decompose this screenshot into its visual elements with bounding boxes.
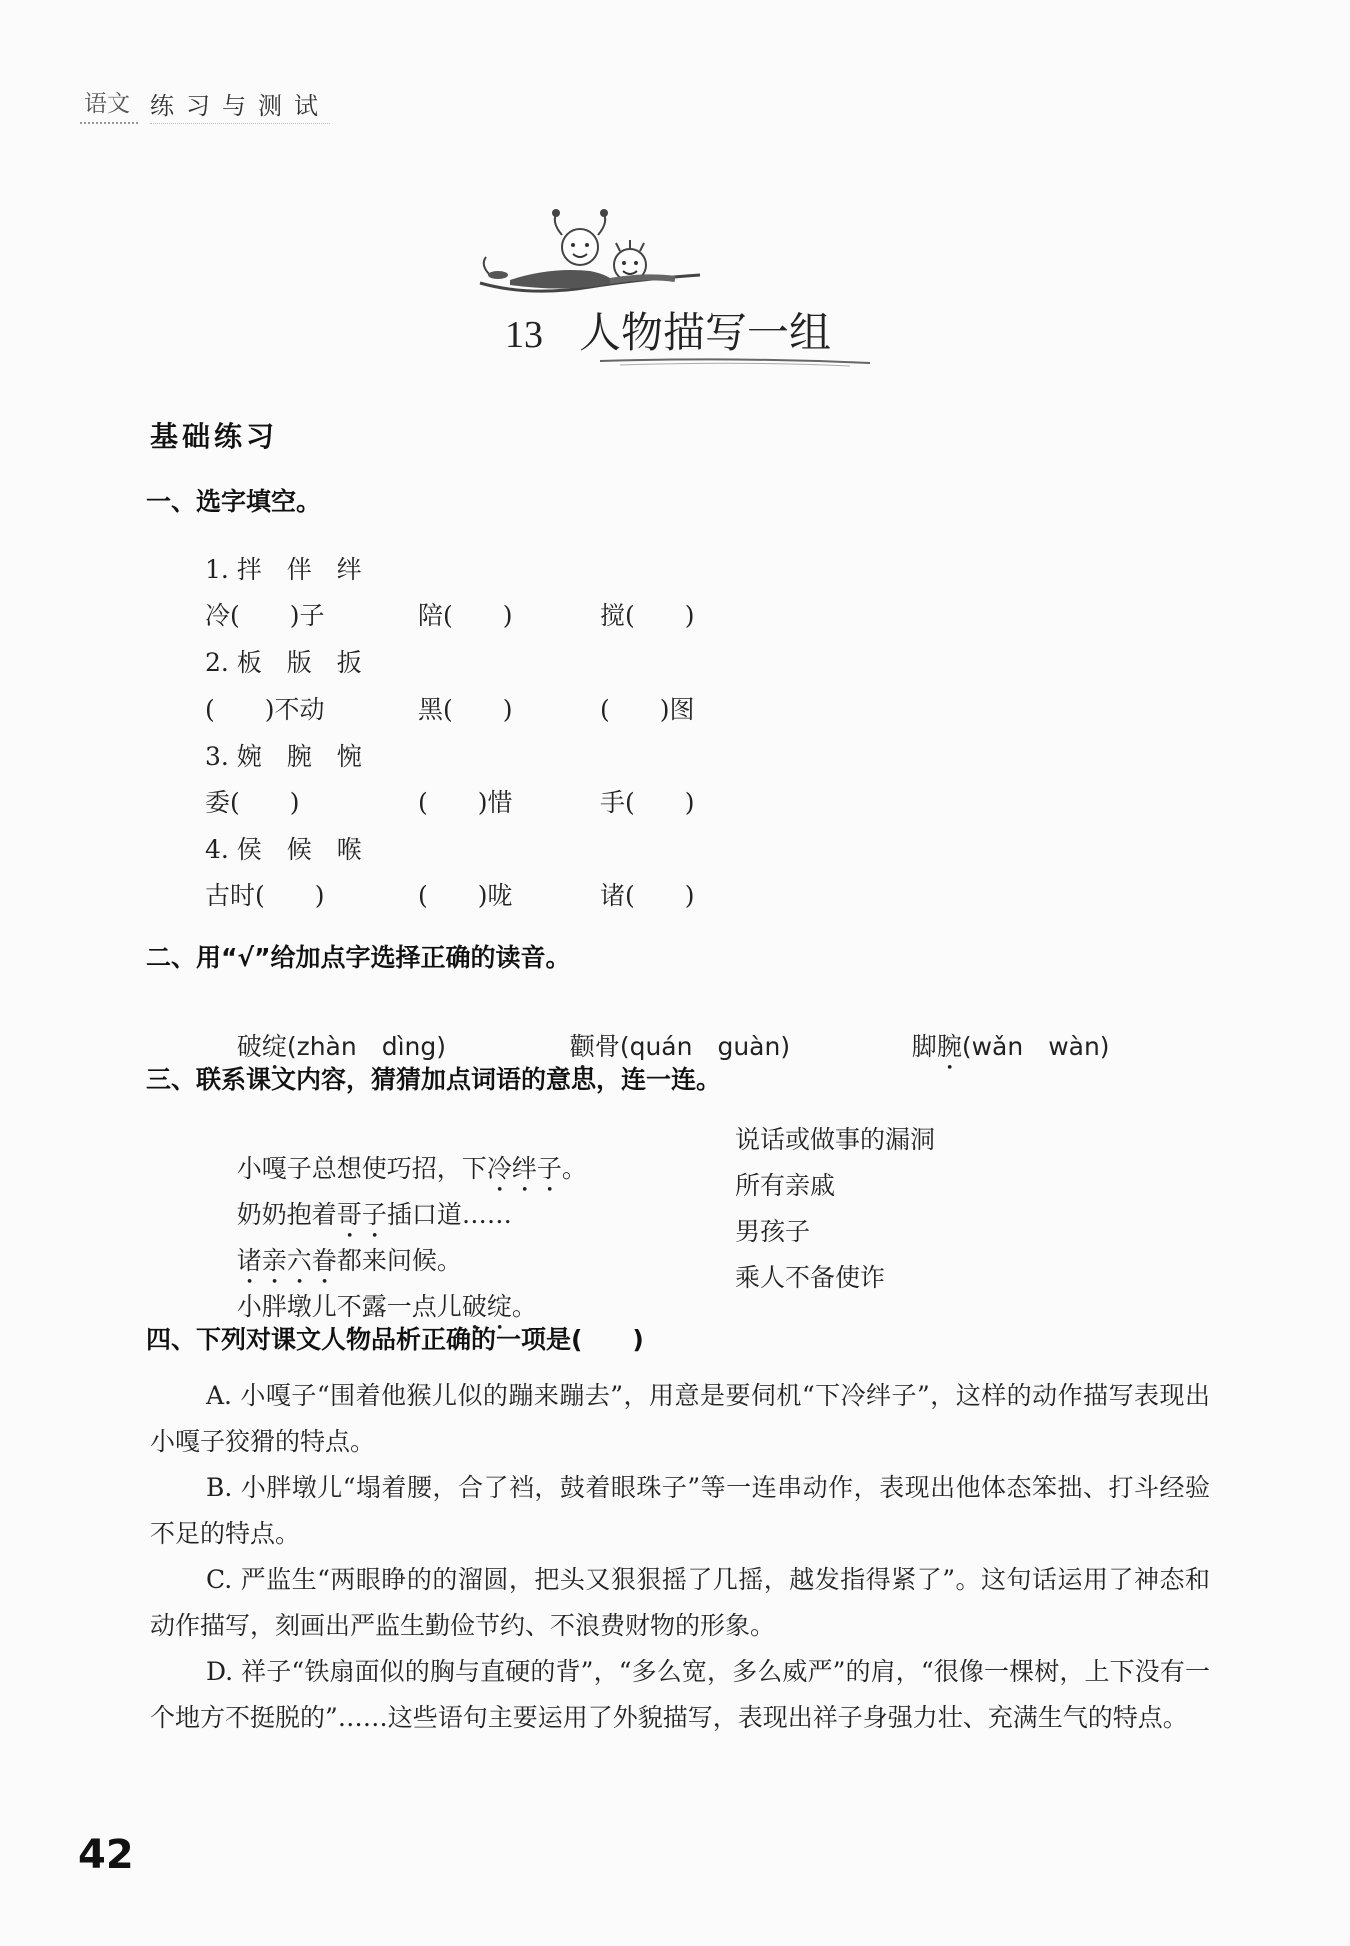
kids-illustration (470, 205, 710, 315)
q4-heading: 四、下列对课文人物品析正确的一项是( ) (146, 1325, 644, 1354)
q1-blank[interactable]: 陪( ) (418, 601, 513, 630)
running-header (80, 85, 330, 124)
q4-option-d[interactable]: D. 祥子“铁扇面似的胸与直硬的背”，“多么宽，多么威严”的肩，“很像一棵树，上下没有一个地方不挺脱的”……这些语句主要运用了外貌描写，表现出祥子身强力壮、充满生气的特点。 (150, 1657, 1210, 1732)
q1-blank[interactable]: ( )不动 (205, 695, 325, 724)
q1-blank[interactable]: ( )咙 (418, 881, 513, 910)
pinyin-choices: (zhàn dìng) (286, 1032, 446, 1061)
dotted-char: 绽 (261, 1032, 287, 1061)
lesson-name: 人物描写一组 (579, 308, 832, 357)
q3-right-item[interactable]: 乘人不备使诈 (735, 1263, 886, 1292)
dotted-word: 哥子 (336, 1200, 387, 1229)
q3-heading: 三、联系课文内容，猜猜加点词语的意思，连一连。 (146, 1065, 722, 1094)
section-heading: 基础练习 (150, 420, 279, 453)
q4-option-a[interactable]: A. 小嘎子“围着他猴儿似的蹦来蹦去”，用意是要伺机“下冷绊子”，这样的动作描写表现出小嘎子狡猾的特点。 (150, 1381, 1210, 1456)
lesson-number: 13 (505, 314, 543, 356)
q1-blank[interactable]: 黑( ) (418, 695, 513, 724)
dotted-word: 冷绊子 (486, 1154, 562, 1183)
text: 小嘎子总想使巧招，下 (236, 1154, 487, 1183)
q1-blank[interactable]: 诸( ) (600, 881, 695, 910)
q3-right-item[interactable]: 男孩子 (735, 1217, 811, 1246)
dotted-char: 颧 (569, 1032, 595, 1061)
q2-item-prefix: 破 (236, 1032, 262, 1061)
q4-option-b[interactable]: B. 小胖墩儿“塌着腰，合了裆，鼓着眼珠子”等一连串动作，表现出他体态笨拙、打斗经验不足的特点。 (150, 1473, 1210, 1548)
text: 小胖墩儿不露一点儿 (236, 1292, 462, 1321)
pinyin-choices: (wǎn wàn) (961, 1032, 1110, 1061)
lesson-title (505, 300, 831, 360)
q2-item-suffix: 骨 (594, 1032, 620, 1061)
dotted-word: 破绽 (461, 1292, 512, 1321)
q1-blank[interactable]: ( )图 (600, 695, 695, 724)
q1-blank[interactable]: 古时( ) (205, 881, 325, 910)
q1-group3-chars: 3. 婉 腕 惋 (205, 742, 362, 771)
q1-blank[interactable]: 搅( ) (600, 601, 695, 630)
q2-item[interactable] (880, 998, 1110, 1105)
q1-group2-chars: 2. 板 版 扳 (205, 648, 362, 677)
q4-option-c[interactable]: C. 严监生“两眼睁的的溜圆，把头又狠狠摇了几摇，越发指得紧了”。这句话运用了神态和动作描写，刻画出严监生勤俭节约、不浪费财物的形象。 (150, 1565, 1210, 1640)
q3-right-item[interactable]: 所有亲戚 (735, 1171, 836, 1200)
q1-blank[interactable]: ( )惜 (418, 788, 513, 817)
text: 。 (561, 1154, 587, 1183)
q1-blank[interactable]: 手( ) (600, 788, 695, 817)
dotted-word: 诸亲六眷 (236, 1246, 337, 1275)
q2-heading: 二、用“√”给加点字选择正确的读音。 (146, 943, 571, 972)
text: 。 (511, 1292, 537, 1321)
header-subject: 语文 (80, 85, 138, 124)
text: 插口道…… (386, 1200, 512, 1229)
page-number: 42 (78, 1832, 134, 1878)
title-underline (600, 355, 870, 367)
q1-blank[interactable]: 冷( )子 (205, 601, 325, 630)
q3-right-item[interactable]: 说话或做事的漏洞 (735, 1125, 936, 1154)
text: 都来问候。 (336, 1246, 462, 1275)
header-book-title: 练习与测试 (150, 86, 330, 124)
q2-item-prefix: 脚 (911, 1032, 937, 1061)
dotted-char: 腕 (936, 1032, 962, 1061)
pinyin-choices: (quán guàn) (619, 1032, 791, 1061)
q1-group1-chars: 1. 拌 伴 绊 (205, 555, 362, 584)
text: 奶奶抱着 (236, 1200, 337, 1229)
q1-heading: 一、选字填空。 (146, 487, 322, 516)
q1-blank[interactable]: 委( ) (205, 788, 300, 817)
q1-group4-chars: 4. 侯 候 喉 (205, 835, 362, 864)
